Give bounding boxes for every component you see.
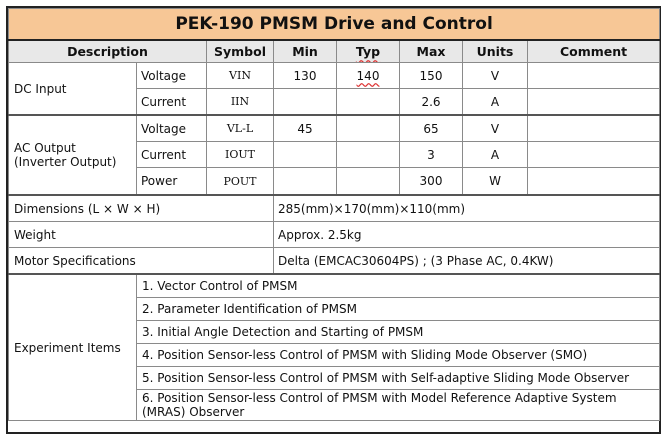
ac-output-group-line2: (Inverter Output) [14, 155, 117, 169]
experiment-label: Experiment Items [9, 274, 137, 421]
header-description: Description [9, 40, 207, 63]
dc-current-min [274, 89, 337, 116]
dc-current-label: Current [137, 89, 207, 116]
header-max: Max [400, 40, 463, 63]
table-row [9, 195, 660, 222]
header-symbol: Symbol [207, 40, 274, 63]
ac-power-units: W [463, 168, 528, 196]
motor-label: Motor Specifications [9, 248, 274, 275]
ac-voltage-typ [337, 115, 400, 142]
dimensions-label: Dimensions (L × W × H) [9, 195, 274, 222]
experiment-item: 2. Parameter Identification of PMSM [137, 298, 660, 321]
header-row [9, 40, 660, 63]
experiment-item: 6. Position Sensor-less Control of PMSM with Model Reference Adaptive System (MRAS) Observer [137, 390, 660, 421]
header-comment: Comment [528, 40, 660, 63]
dc-current-max: 2.6 [400, 89, 463, 116]
table-title: PEK-190 PMSM Drive and Control [9, 9, 660, 41]
ac-voltage-min: 45 [274, 115, 337, 142]
weight-label: Weight [9, 222, 274, 248]
dc-current-comment [528, 89, 660, 116]
header-min: Min [274, 40, 337, 63]
dc-voltage-max: 150 [400, 63, 463, 89]
table-row [9, 248, 660, 275]
ac-power-comment [528, 168, 660, 196]
table-row [9, 222, 660, 248]
dc-voltage-comment [528, 63, 660, 89]
ac-current-symbol: IOUT [207, 142, 274, 168]
header-units: Units [463, 40, 528, 63]
ac-power-label: Power [137, 168, 207, 196]
ac-power-min [274, 168, 337, 196]
dimensions-value: 285(mm)×170(mm)×110(mm) [274, 195, 660, 222]
ac-current-units: A [463, 142, 528, 168]
dc-voltage-label: Voltage [137, 63, 207, 89]
dc-current-symbol: IIN [207, 89, 274, 116]
motor-value: Delta (EMCAC30604PS) ; (3 Phase AC, 0.4KW) [274, 248, 660, 275]
ac-voltage-label: Voltage [137, 115, 207, 142]
dc-current-typ [337, 89, 400, 116]
dc-voltage-typ-cell [337, 63, 400, 89]
ac-output-group [9, 115, 137, 195]
weight-value: Approx. 2.5kg [274, 222, 660, 248]
ac-voltage-max: 65 [400, 115, 463, 142]
experiment-item: 3. Initial Angle Detection and Starting of PMSM [137, 321, 660, 344]
ac-voltage-comment [528, 115, 660, 142]
experiment-item: 1. Vector Control of PMSM [137, 274, 660, 298]
experiment-item: 4. Position Sensor-less Control of PMSM with Sliding Mode Observer (SMO) [137, 344, 660, 367]
ac-output-group-line1: AC Output [14, 141, 76, 155]
table-row [9, 63, 660, 89]
ac-current-min [274, 142, 337, 168]
ac-current-comment [528, 142, 660, 168]
dc-voltage-min: 130 [274, 63, 337, 89]
ac-voltage-symbol: VL-L [207, 115, 274, 142]
dc-current-units: A [463, 89, 528, 116]
header-typ [337, 40, 400, 63]
ac-voltage-units: V [463, 115, 528, 142]
experiment-item: 5. Position Sensor-less Control of PMSM with Self-adaptive Sliding Mode Observer [137, 367, 660, 390]
ac-current-typ [337, 142, 400, 168]
ac-power-symbol: POUT [207, 168, 274, 196]
dc-voltage-typ: 140 [356, 68, 380, 83]
ac-power-typ [337, 168, 400, 196]
dc-voltage-symbol: VIN [207, 63, 274, 89]
spec-table [8, 8, 660, 421]
dc-voltage-units: V [463, 63, 528, 89]
ac-current-max: 3 [400, 142, 463, 168]
ac-current-label: Current [137, 142, 207, 168]
header-typ-label: Typ [355, 44, 381, 59]
table-row [9, 115, 660, 142]
ac-power-max: 300 [400, 168, 463, 196]
table-row [9, 274, 660, 298]
dc-input-group: DC Input [9, 63, 137, 116]
spec-sheet [6, 6, 661, 434]
